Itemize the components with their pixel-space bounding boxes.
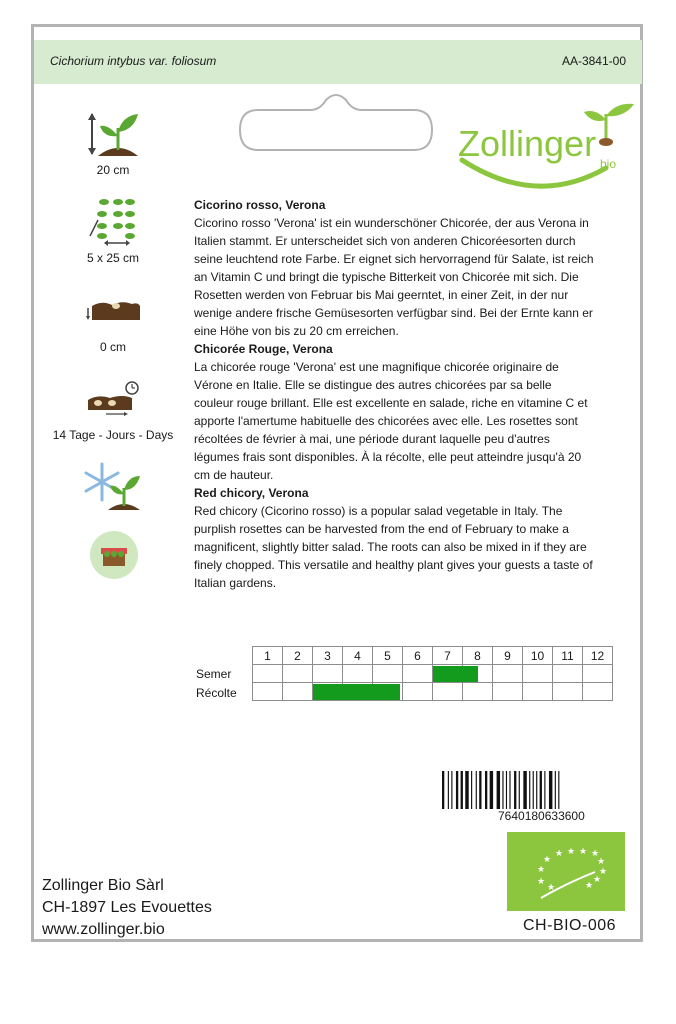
month-label: 9 [493,647,523,665]
barcode-number: 7640180633600 [498,809,585,823]
month-label: 10 [523,647,553,665]
barcode-bar [502,771,503,809]
calendar-row-label-harvest: Récolte [196,686,237,700]
barcode-bar [514,771,516,809]
barcode-bar [555,771,556,809]
title-german: Cicorino rosso, Verona [194,198,326,212]
sowing-depth-icon [86,296,142,326]
month-label: 3 [313,647,343,665]
barcode-bar [461,771,463,809]
company-city: CH-1897 Les Evouettes [42,899,212,916]
plant-height-icon [84,110,144,160]
frost-hardy-icon [84,460,142,514]
svg-text:★: ★ [547,882,556,892]
calendar-row-label-sow: Semer [196,667,232,681]
article-code: AA-3841-00 [561,54,626,68]
company-name: Zollinger Bio Sàrl [42,877,164,894]
month-label: 2 [283,647,313,665]
month-label: 8 [463,647,493,665]
svg-text:★: ★ [543,854,552,864]
svg-text:bio: bio [600,157,617,171]
barcode-bar [490,771,493,809]
svg-text:Zollinger: Zollinger [458,123,597,164]
month-label: 7 [433,647,463,665]
description-block [194,196,594,592]
month-label: 11 [553,647,583,665]
barcode-bar [485,771,487,809]
body-english: Red chicory (Cicorino rosso) is a popular salad vegetable in Italy. The purplish rosettes can be harvested from the end of February to make a magnificent, slightly bitter salad. The roots can also be mixed in if they are finely chopped. This versatile and healthy plant gives your guests a taste of Italian gardens. [194,504,593,590]
barcode-bar [558,771,559,809]
svg-text:★: ★ [567,846,576,856]
species-name: Cichorium intybus var. foliosum [50,54,217,68]
svg-text:★: ★ [537,864,546,874]
barcode-bar [536,771,537,809]
calendar-month-row [253,647,613,665]
body-french: La chicorée rouge 'Verona' est une magnifique chicorée originaire de Vérone en Italie. Elle se distingue des autres chicorées par sa belle couleur rouge brillant. Elle est excellente en salade, riche en vitamine C et apporte l'amertume habituelle des chicorées avec elle. Les rosettes sont récoltées de février à mai, une période durant laquelle peu d'autres légumes frais sont disponibles. À la récolte, elle peut atteindre jusqu'à 20 cm de hauteur. [194,360,588,482]
barcode-bar [529,771,530,809]
barcode-bar [456,771,458,809]
body-german: Cicorino rosso 'Verona' ist ein wunderschöner Chicorée, der aus Verona in Italien stammt. Er unterscheidet sich von anderen Chicoréesorten durch seine leuchtend rote Farbe. Er eignet sich hervorragend für Salate, ist reich an Vitamin C und bringt die typische Bitterkeit von Chicorée mit sich. Die Rosetten werden von Februar bis Mai geerntet, in einer Zeit, in der nur wenige andere frische Gemüsesorten verfügbar sind. Bei der Ernte kann er eine Höhe von bis zu 20 cm erreichen. [194,216,594,338]
month-label: 6 [403,647,433,665]
company-website[interactable]: www.zollinger.bio [42,921,165,938]
svg-text:★: ★ [591,848,600,858]
barcode [440,771,620,809]
harvest-period-bar [313,684,400,700]
svg-text:★: ★ [597,856,606,866]
barcode-bar [479,771,481,809]
month-label: 5 [373,647,403,665]
plant-height-label: 20 cm [96,163,130,177]
barcode-bar [533,771,534,809]
germination-time-icon [84,380,142,416]
sow-period-bar [433,666,478,682]
svg-text:★: ★ [585,880,594,890]
title-french: Chicorée Rouge, Verona [194,342,333,356]
plant-spacing-icon [86,196,142,250]
svg-text:★: ★ [555,848,564,858]
month-label: 1 [253,647,283,665]
barcode-bar [476,771,477,809]
barcode-bar [442,771,444,809]
barcode-bar [540,771,542,809]
title-english: Red chicory, Verona [194,486,309,500]
plant-spacing-label: 5 x 25 cm [86,251,140,265]
svg-text:★: ★ [593,874,602,884]
barcode-bar [509,771,510,809]
svg-text:★: ★ [599,866,608,876]
barcode-bar [523,771,526,809]
barcode-bar [544,771,545,809]
month-label: 4 [343,647,373,665]
svg-text:★: ★ [537,876,546,886]
header-band [34,40,642,84]
svg-text:★: ★ [579,846,588,856]
window-cutout-outline [238,88,434,152]
barcode-bar [497,771,500,809]
barcode-bar [451,771,452,809]
calendar-harvest-row [253,683,613,701]
barcode-bar [471,771,472,809]
zollinger-bio-logo [456,98,636,198]
month-label: 12 [583,647,613,665]
barcode-bar [465,771,468,809]
barcode-bar [506,771,507,809]
sowing-depth-label: 0 cm [99,340,126,354]
barcode-bar [448,771,449,809]
organic-certification-number: CH-BIO-006 [523,917,617,934]
eu-organic-logo [507,832,625,911]
greenhouse-cultivation-icon [89,530,139,580]
barcode-bar [549,771,552,809]
germination-time-label: 14 Tage - Jours - Days [52,428,174,442]
barcode-bar [519,771,520,809]
company-address [42,875,212,941]
